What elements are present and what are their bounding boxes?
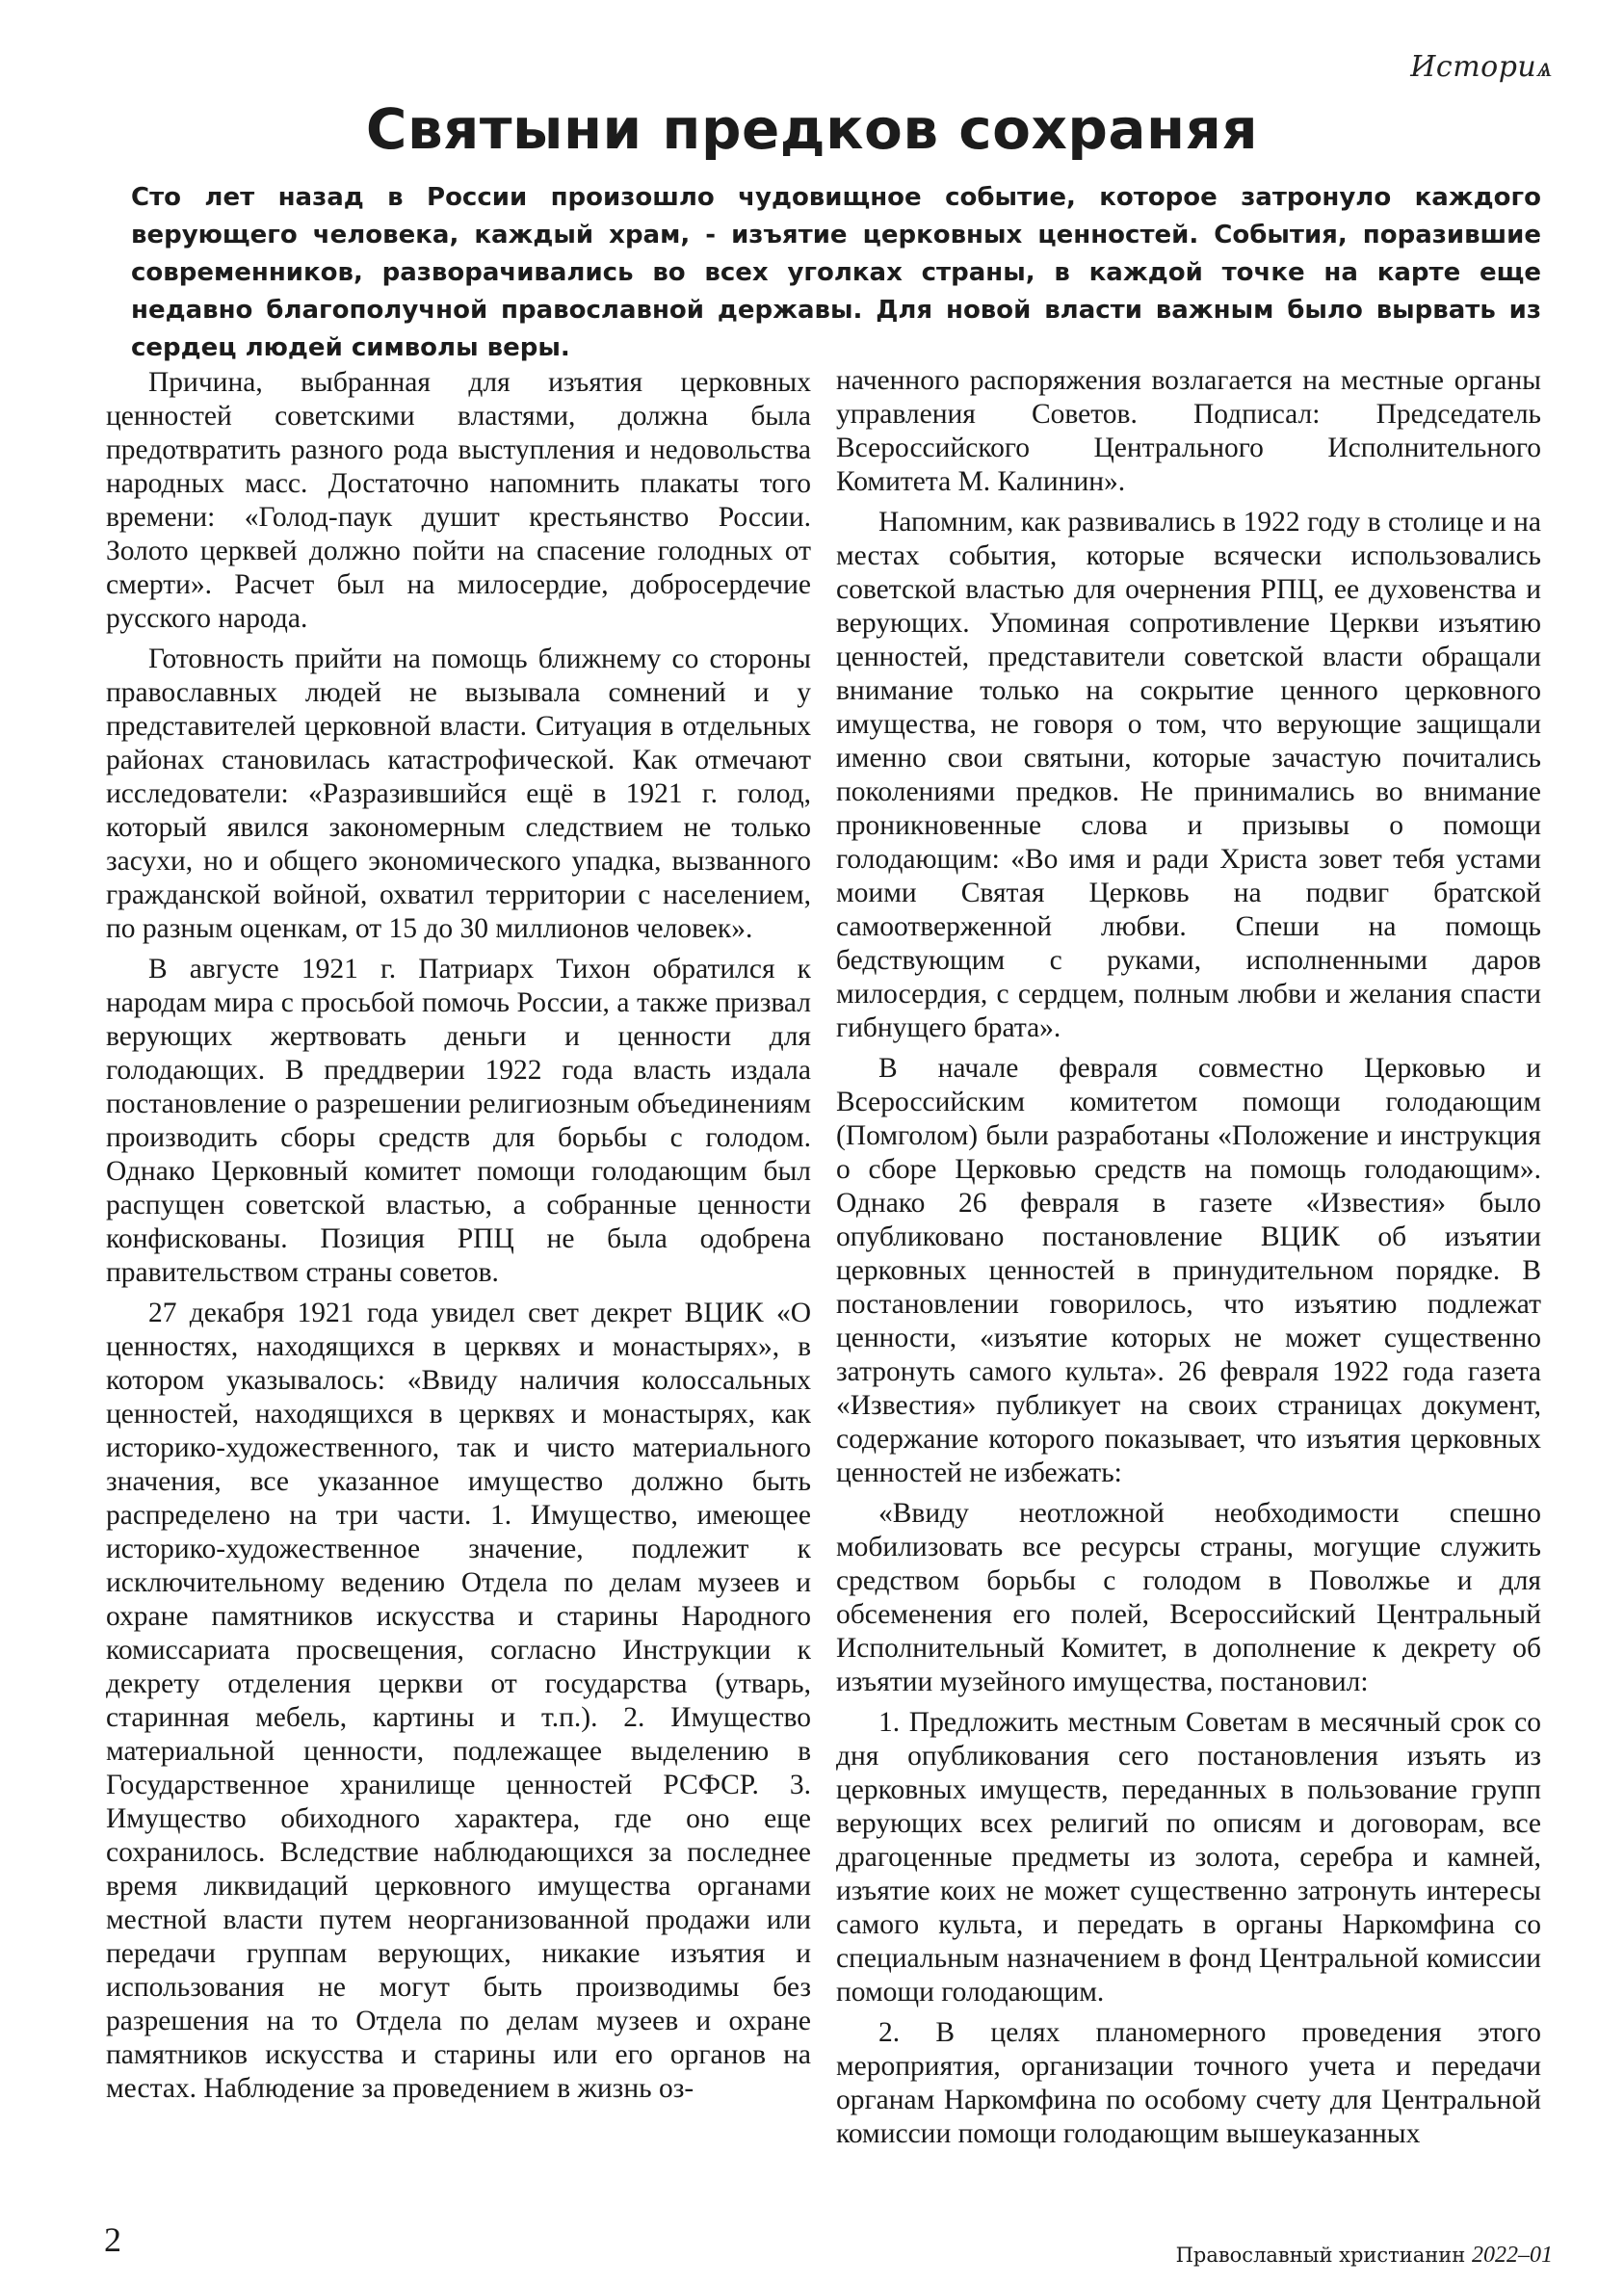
paragraph: В начале февраля совместно Церковью и Всероссийским комитетом помощи голодающим (Помголом) были разработаны «Положение и инструкция о сборе Церковью средств на помощь голодающим». Однако 26 февраля в газете «Известия» было опубликовано постановление ВЦИК об изъятии церковных ценностей в принудительном порядке. В постановлении говорилось, что изъятию подлежат ценности, «изъятие которых не может существенно затронуть самого культа». 26 февраля 1922 года газета «Известия» публикует на своих страницах документ, содержание которого показывает, что изъятия церковных ценностей не избежать: — [836, 1053, 1541, 1488]
paragraph: В августе 1921 г. Патриарх Тихон обратился к народам мира с просьбой помочь России, а также призвал верующих жертвовать деньги и ценности для голодающих. В преддверии 1922 года власть издала постановление о разрешении религиозным объединениям производить сборы средств для борьбы с голодом. Однако Церковный комитет помощи голодающим был распущен советской властью, а собранные ценности конфискованы. Позиция РПЦ не была одобрена правительством страны советов. — [106, 954, 811, 1288]
paragraph: Готовность прийти на помощь ближнему со стороны православных людей не вызывала сомнений и у представителей церковной власти. Ситуация в отдельных районах становилась катастрофической. Как отмечают исследователи: «Разразившийся ещё в 1921 г. голод, который явился закономерным следствием не только засухи, но и общего экономического упадка, вызванного гражданской войной, охватил территории с населением, по разным оценкам, от 15 до 30 миллионов человек». — [106, 643, 811, 944]
article-title: Святыни предков сохраняя — [365, 96, 1259, 162]
paragraph: 2. В целях планомерного проведения этого мероприятия, организации точного учета и передачи органам Наркомфина по особому счету для Центральной комиссии помощи голодающим вышеуказанных — [836, 2017, 1541, 2149]
paragraph: 1. Предложить местным Советам в месячный срок со дня опубликования сего постановления изъять из церковных имуществ, переданных в пользование групп верующих всех религий по описям и договорам, все драгоценные предметы из золота, серебра и камней, изъятие коих не может существенно затронуть интересы самого культа, и передать в органы Наркомфина со специальным назначением в фонд Центральной комиссии помощи голодающим. — [836, 1707, 1541, 2008]
paragraph: «Ввиду неотложной необходимости спешно мобилизовать все ресурсы страны, могущие служить средством борьбы с голодом в Поволжье и для обсеменения его полей, Всероссийский Центральный Исполнительный Комитет, в дополнение к декрету об изъятии музейного имущества, постановил: — [836, 1498, 1541, 1697]
issue-number: 2022–01 — [1472, 2243, 1553, 2268]
article-lead: Сто лет назад в России произошло чудовищное событие, которое затронуло каждого верующего человека, каждый храм, - изъятие церковных ценностей. События, поразившие современников, разворачивались во всех уголках страны, в каждой точке на карте еще недавно благополучной православной державы. Для новой власти важным было вырвать из сердец людей символы веры. — [131, 183, 1541, 362]
publication-footer — [1176, 2243, 1553, 2269]
section-label: Историѧ — [1410, 50, 1553, 84]
left-column — [106, 366, 811, 2220]
paragraph: 27 декабря 1921 года увидел свет декрет ВЦИК «О ценностях, находящихся в церквях и монастырях», в котором указывалось: «Ввиду наличия колоссальных ценностей, находящихся в церквях и монастырях, как историко-художественного, так и чисто материального значения, все указанное имущество должно быть распределено на три части. 1. Имущество, имеющее историко-художественное значение, подлежит к исключительному ведению Отдела по делам музеев и охране памятников искусства и старины Народного комиссариата просвещения, согласно Инструкции к декрету отделения церкви от государства (утварь, старинная мебель, картины и т.п.). 2. Имущество материальной ценности, подлежащее выделению в Государственное хранилище ценностей РСФСР. 3. Имущество обиходного характера, где оно еще сохранилось. Вследствие наблюдающихся за последнее время ликвидаций церковного имущества органами местной власти путем неорганизованной продажи или передачи группам верующих, никакие изъятия и использования не могут быть производимы без разрешения на то Отдела по делам музеев и охране памятников искусства и старины или его органов на местах. Наблюдение за проведением в жизнь оз- — [106, 1298, 811, 2104]
paragraph: Причина, выбранная для изъятия церковных ценностей советскими властями, должна была предотвратить разного рода выступления и недовольства народных масс. Достаточно напомнить плакаты того времени: «Голод-паук душит крестьянство России. Золото церквей должно пойти на спасение голодных от смерти». Расчет был на милосердие, добросердечие русского народа. — [106, 367, 811, 634]
paragraph: Напомним, как развивались в 1922 году в столице и на местах события, которые всячески использовались советской властью для очернения РПЦ, ее духовенства и верующих. Упоминая сопротивление Церкви изъятию ценностей, представители советской власти обращали внимание только на сокрытие ценного церковного имущества, не говоря о том, что верующие защищали именно свои святыни, которые зачастую почитались поколениями предков. Не принимались во внимание проникновенные слова и призывы о помощи голодающим: «Во имя и ради Христа зовет тебя устами моими Святая Церковь на подвиг братской самоотверженной любви. Спеши на помощь бедствующим с руками, исполненными даров милосердия, с сердцем, полным любви и желания спасти гибнущего брата». — [836, 507, 1541, 1043]
paragraph-continuation: наченного распоряжения возлагается на местные органы управления Советов. Подписал: Председатель Всероссийского Центрального Исполнительного Комитета М. Калинин». — [836, 365, 1541, 497]
page-number: 2 — [104, 2220, 121, 2259]
publication-name: Православный христианин — [1175, 2244, 1466, 2267]
right-column — [836, 364, 1541, 2218]
